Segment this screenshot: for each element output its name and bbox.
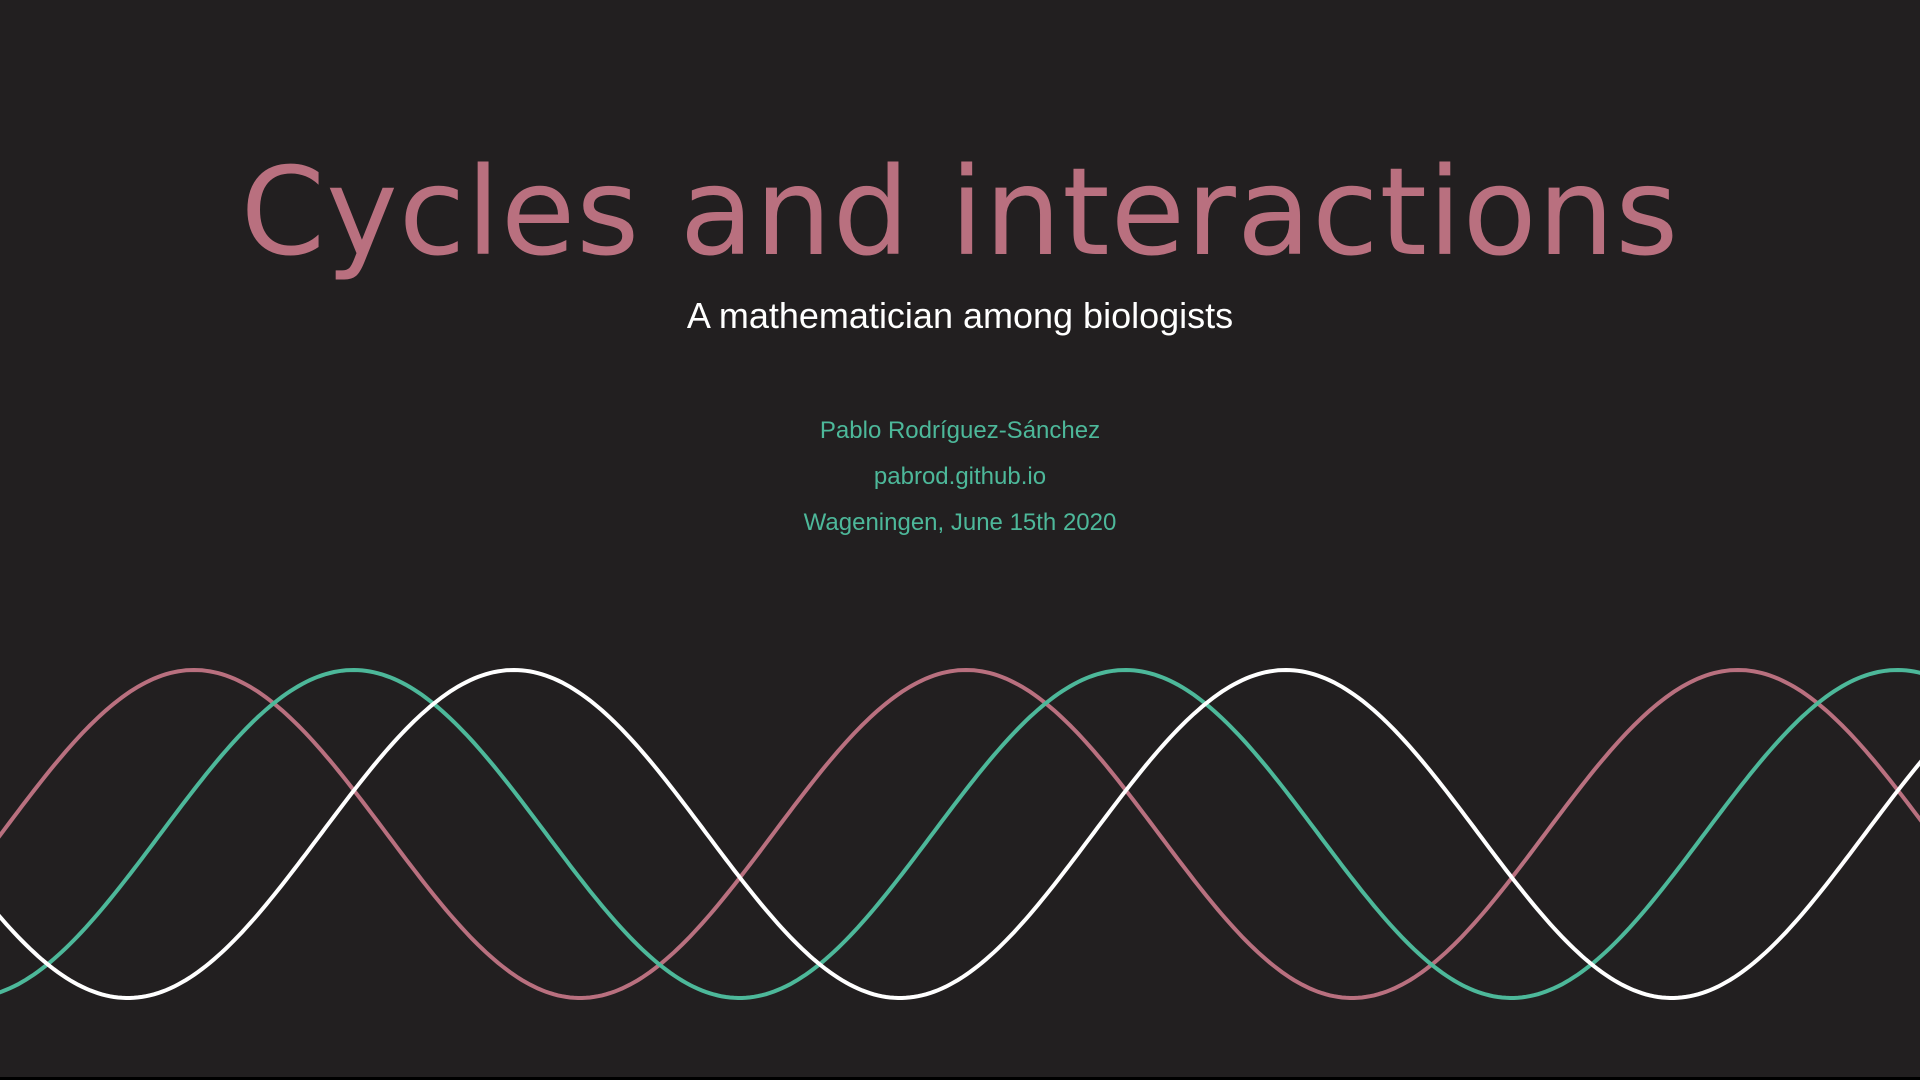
wave-white: [0, 670, 1920, 998]
slide-title: Cycles and interactions: [240, 142, 1680, 283]
decorative-waves: [0, 640, 1920, 1040]
place-date: Wageningen, June 15th 2020: [803, 509, 1117, 536]
slide-subtitle: A mathematician among biologists: [686, 295, 1234, 336]
author-website: pabrod.github.io: [873, 463, 1047, 490]
wave-green: [0, 670, 1920, 998]
wave-pink: [0, 670, 1920, 998]
author-name: Pablo Rodríguez-Sánchez: [819, 417, 1101, 444]
